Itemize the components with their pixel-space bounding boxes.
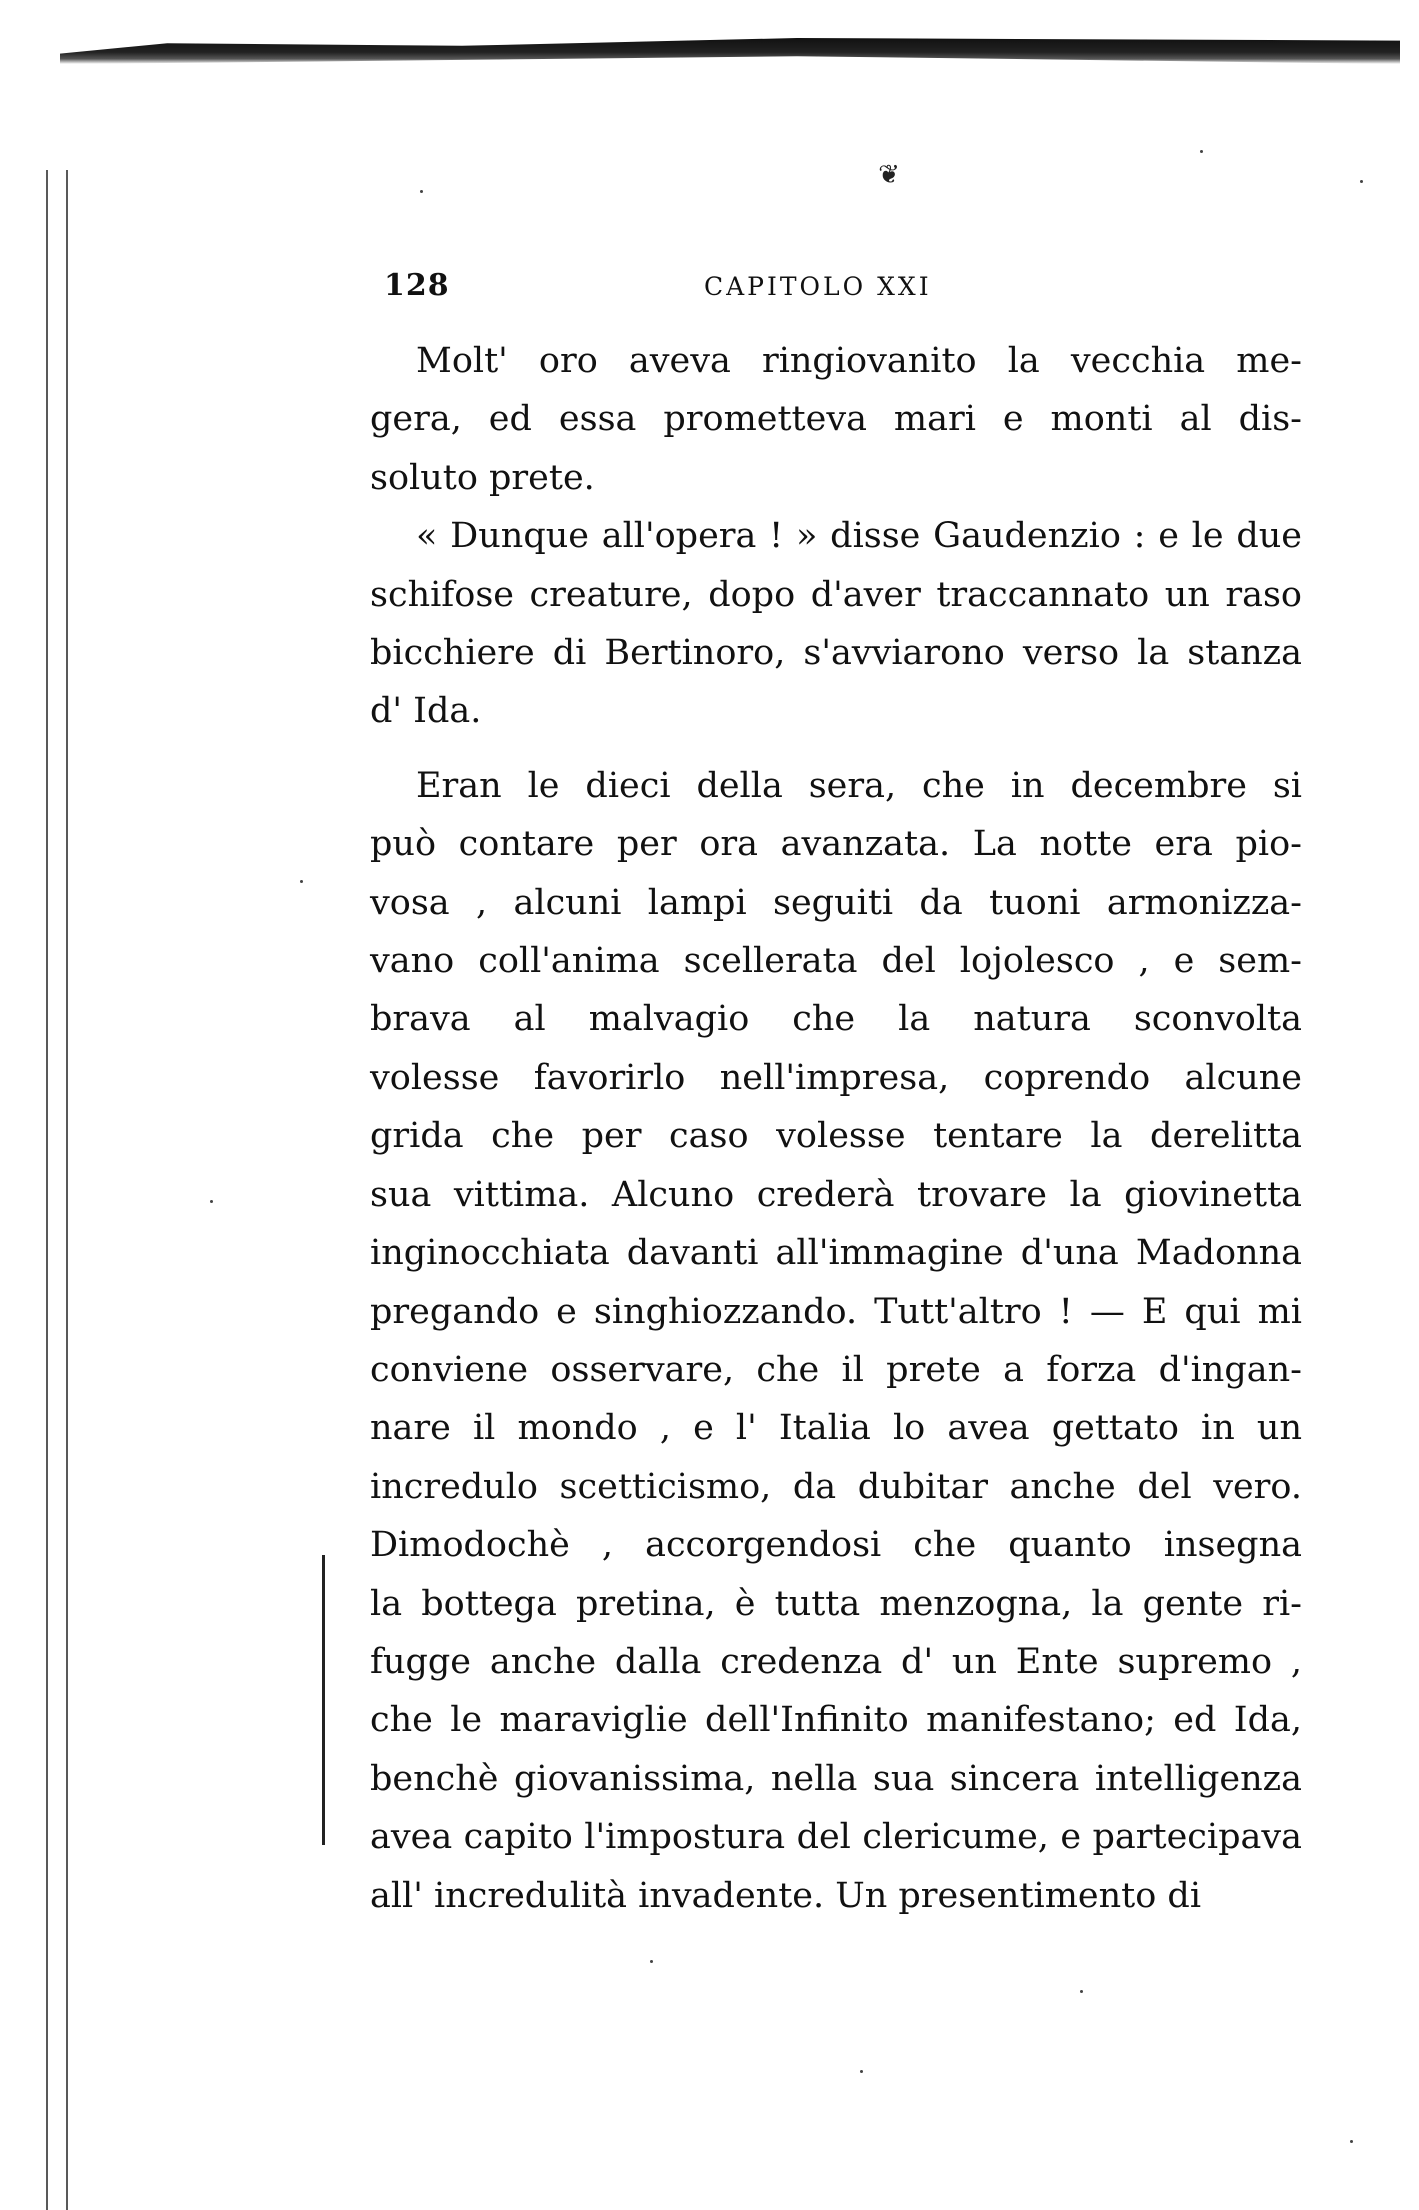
text-line: nare il mondo , e l' Italia lo avea gettato in un <box>370 1408 1302 1449</box>
text-line: d' Ida. <box>370 691 482 732</box>
text-line: « Dunque all'opera ! » disse Gaudenzio : e le due <box>416 516 1302 557</box>
scan-speck <box>650 1960 653 1963</box>
text-line: volesse favorirlo nell'impresa, coprendo alcune <box>370 1057 1302 1098</box>
scan-speck <box>420 190 423 193</box>
text-line: conviene osservare, che il prete a forza d'ingan- <box>370 1349 1302 1390</box>
margin-rule <box>322 1555 325 1845</box>
chapter-title: CAPITOLO XXI <box>704 272 932 301</box>
text-line: Eran le dieci della sera, che in decembre si <box>416 765 1302 806</box>
text-line: vano coll'anima scellerata del lojolesco , e sem- <box>370 941 1302 982</box>
text-line: incredulo scetticismo, da dubitar anche del vero. <box>370 1466 1302 1507</box>
text-line: grida che per caso volesse tentare la derelitta <box>370 1116 1302 1157</box>
page-number: 128 <box>384 268 450 303</box>
text-line: soluto prete. <box>370 457 595 498</box>
text-line: benchè giovanissima, nella sua sincera intelligenza <box>370 1758 1302 1799</box>
running-head <box>384 268 1314 312</box>
scan-speck <box>1200 150 1203 153</box>
body-text <box>370 332 1302 1925</box>
text-line: brava al malvagio che la natura sconvolta <box>370 999 1302 1040</box>
paragraph <box>370 757 1302 1925</box>
page-edge-shadow <box>60 38 1400 64</box>
scan-speck <box>1080 1990 1083 1993</box>
text-line: può contare per ora avanzata. La notte era pio- <box>370 824 1302 865</box>
text-line: Dimodochè , accorgendosi che quanto insegna <box>370 1525 1302 1566</box>
text-line: inginocchiata davanti all'immagine d'una Madonna <box>370 1233 1302 1274</box>
text-line: pregando e singhiozzando. Tutt'altro ! — E qui mi <box>370 1291 1302 1332</box>
text-line: la bottega pretina, è tutta menzogna, la gente ri- <box>370 1583 1302 1624</box>
scan-speck <box>300 880 303 883</box>
paragraph <box>370 332 1302 507</box>
scan-speck <box>1360 180 1363 183</box>
text-line: schifose creature, dopo d'aver traccannato un raso <box>370 574 1302 615</box>
scan-speck <box>210 1200 213 1203</box>
text-line: sua vittima. Alcuno crederà trovare la giovinetta <box>370 1174 1302 1215</box>
scan-speck <box>1350 2140 1353 2143</box>
text-line: vosa , alcuni lampi seguiti da tuoni armonizza- <box>370 882 1302 923</box>
text-line: avea capito l'impostura del clericume, e partecipava <box>370 1817 1302 1858</box>
text-line: fugge anche dalla credenza d' un Ente supremo , <box>370 1641 1302 1682</box>
text-line: Molt' oro aveva ringiovanito la vecchia me- <box>416 341 1302 381</box>
paragraph <box>370 507 1302 741</box>
scan-speck <box>860 2070 863 2073</box>
fleuron-icon: ❦ <box>878 160 900 190</box>
text-line: bicchiere di Bertinoro, s'avviarono verso la stanza <box>370 633 1302 674</box>
text-line: gera, ed essa prometteva mari e monti al dis- <box>370 399 1302 440</box>
text-line: all' incredulità invadente. Un presentimento di <box>370 1875 1202 1916</box>
text-line: che le maraviglie dell'Infinito manifestano; ed Ida, <box>370 1700 1302 1741</box>
book-binding-edge <box>36 170 76 2210</box>
